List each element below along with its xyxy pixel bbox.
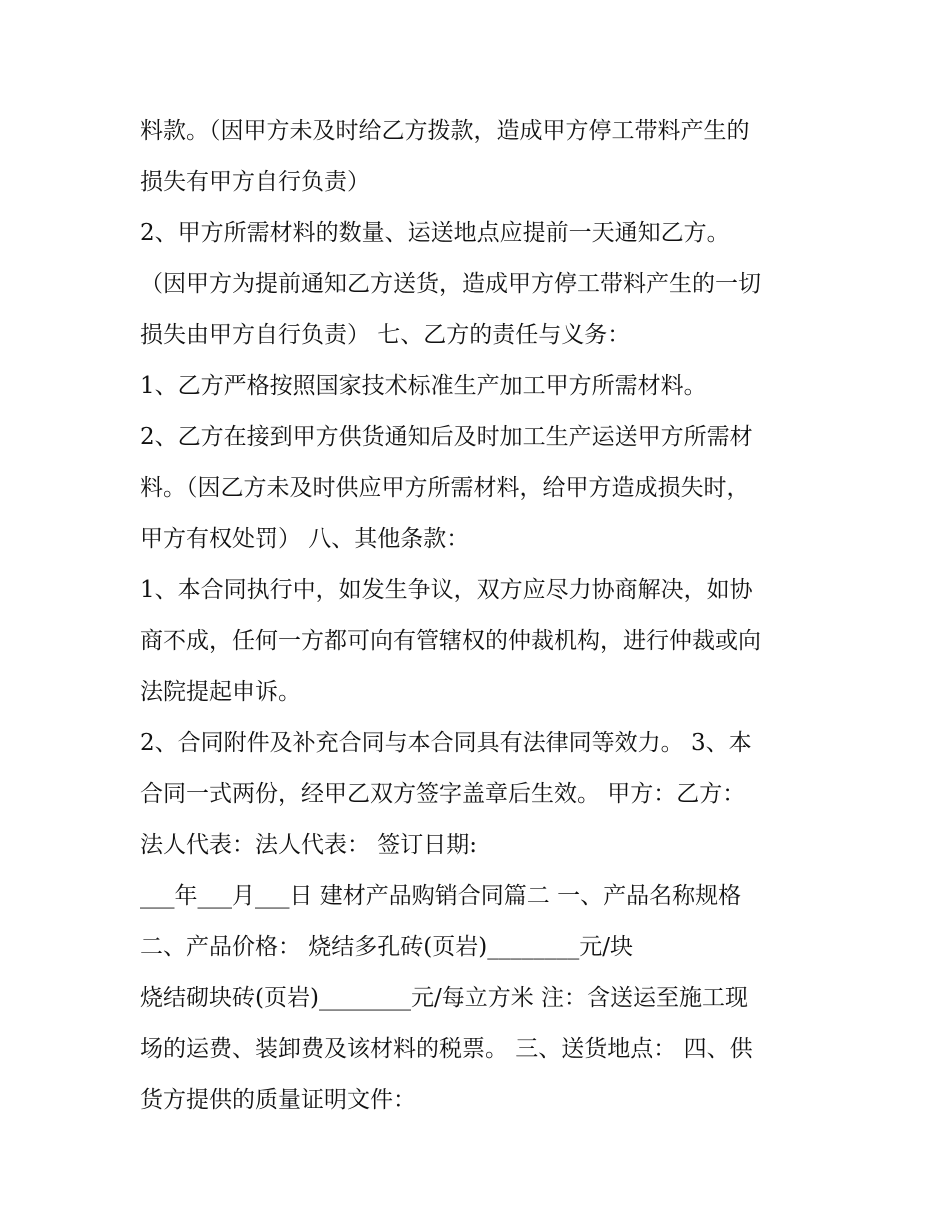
text-line: 货方提供的质量证明文件：	[140, 1087, 416, 1113]
text-line: 法人代表：法人代表： 签订日期:	[140, 832, 478, 858]
text-line: ___年___月___日 建材产品购销合同篇二 一、产品名称规格	[140, 883, 742, 909]
text-line: 商不成，任何一方都可向有管辖权的仲裁机构，进行仲裁或向	[140, 628, 761, 654]
contract-text-body	[140, 106, 820, 1126]
text-line: 合同一式两份，经甲乙双方签字盖章后生效。 甲方：乙方：	[140, 781, 746, 807]
text-line: 烧结砌块砖(页岩)________元/每立方米 注：含送运至施工现	[140, 985, 749, 1011]
text-line: 料款。（因甲方未及时给乙方拨款，造成甲方停工带料产生的	[140, 118, 750, 144]
text-line: 1、本合同执行中，如发生争议，双方应尽力协商解决，如协	[140, 577, 753, 603]
text-line: 2、乙方在接到甲方供货通知后及时加工生产运送甲方所需材	[140, 424, 753, 450]
text-line: 2、甲方所需材料的数量、运送地点应提前一天通知乙方。	[140, 220, 730, 246]
text-line: 场的运费、装卸费及该材料的税票。 三、送货地点： 四、供	[140, 1036, 753, 1062]
text-line: 法院提起申诉。	[140, 679, 301, 705]
text-line: 料。（因乙方未及时供应甲方所需材料，给甲方造成损失时，	[140, 475, 750, 501]
text-line: 2、合同附件及补充合同与本合同具有法律同等效力。 3、本	[140, 730, 752, 756]
text-line: 二、产品价格： 烧结多孔砖(页岩)________元/块	[140, 934, 634, 960]
text-line: 损失由甲方自行负责） 七、乙方的责任与义务：	[140, 322, 631, 348]
text-line: 甲方有权处罚） 八、其他条款：	[140, 526, 470, 552]
text-line: 1、乙方严格按照国家技术标准生产加工甲方所需材料。	[140, 373, 707, 399]
text-line: 损失有甲方自行负责）	[140, 169, 370, 195]
text-line: （因甲方为提前通知乙方送货，造成甲方停工带料产生的一切	[140, 271, 761, 297]
